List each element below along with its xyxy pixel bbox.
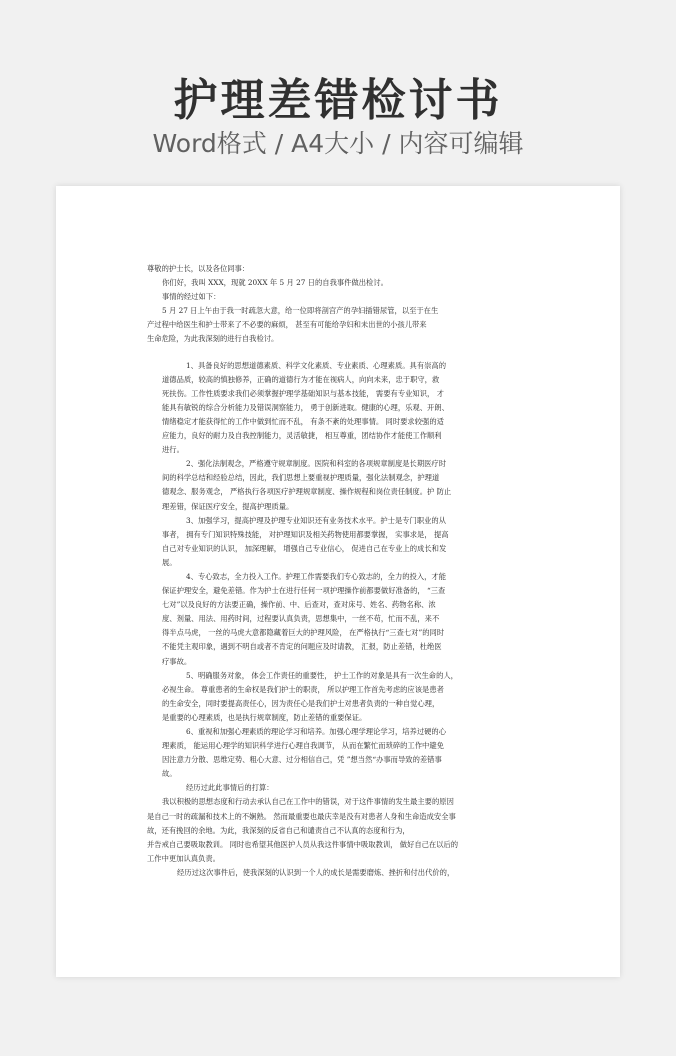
text-line: 事情的经过如下： [162, 292, 221, 302]
document-body [147, 262, 535, 880]
reflection-block [147, 781, 535, 880]
salutation: 尊敬的护士长，以及各位同事： [147, 264, 250, 273]
document-page [56, 186, 620, 977]
text-line: 5、明确服务对象， 体会工作责任的重要性， 护士工作的对象是具有一次生命的人， [186, 670, 458, 680]
text-line: 经历过这次事件后，使我深刻的认识到一个人的成长是需要磨炼、挫折和付出代价的， [177, 867, 455, 877]
text-line: 5 月 27 日上午由于我一时疏忽大意，给一位即将剖宫产的孕妇插错尿管，以至于在生 [162, 306, 439, 316]
text-line: 必视生命。 尊重患者的生命权是我们护士的职责， 所以护理工作首先考虑的应该是患者 [162, 684, 444, 694]
text-line: 你们好，我叫 XXX，现就 20XX 年 5 月 27 日的自我事件做出检讨。 [162, 278, 388, 288]
text-line: 我以积极的思想态度和行动去承认自己在工作中的错误，对于这件事情的发生最主要的原因 [162, 797, 454, 807]
text-line: 故。 [162, 769, 177, 779]
text-line: 因注意力分散、思维定势、粗心大意、过分相信自己，凭 ”想当然“办事而导致的差错事 [162, 755, 442, 765]
text-line: 情绪稳定才能获得忙的工作中做到忙而不乱， 有条不紊的处理事情。 同时要求较强的适 [162, 416, 444, 426]
text-line: 间的科学总结和经验总结，因此，我们思想上要重视护理质量，强化法制观念，护理道 [162, 473, 440, 483]
text-line: 并告戒自己要吸取教训。 同时也希望其他医护人员从我这件事情中吸取教训， 做好自己在以后的 [147, 839, 459, 849]
text-line: 疗事故。 [162, 656, 192, 666]
text-line: 故，还有挽回的余地。为此，我深刻的反省自己和谴责自己不认真的态度和行为， [147, 825, 410, 835]
text-line: 2、强化法制观念，严格遵守规章制度。医院和科室的各项规章制度是长期医疗时 [186, 459, 447, 469]
text-line: 能具有敏锐的综合分析能力及错误洞察能力， 勇于创新进取。健康的心理，乐观、开朗、 [162, 402, 449, 412]
text-line: 应能力，良好的耐力及自我控制能力，灵活敏捷， 相互尊重，团结协作才能使工作顺利 [162, 431, 442, 441]
text-line: 得半点马虎， 一丝的马虎大意都隐藏着巨大的护理风险， 在严格执行“三查七对”的同时 [162, 628, 445, 638]
text-line: 事者， 拥有专门知识特殊技能， 对护理知识及相关药物使用都要掌握， 实事求是， 提高 [162, 529, 449, 539]
text-line: 4、专心致志，全力投入工作。护理工作需要我们专心致志的，全力的投入，才能 [186, 571, 447, 581]
text-line: 自己对专业知识的认识， 加深理解， 增强自己专业信心， 促进自己在专业上的成长和发 [162, 543, 447, 553]
text-line: 展。 [162, 557, 177, 567]
text-line: 理差错，保证医疗安全，提高护理质量。 [162, 501, 294, 511]
text-line: 工作中更加认真负责。 [147, 853, 220, 863]
text-line: 生命危险，为此我深刻的进行自我检讨。 [147, 334, 279, 344]
text-line: 3、加强学习，提高护理及护理专业知识还有业务技术水平。护士是专门职业的从 [186, 515, 447, 525]
text-line: 不能凭主观印象，遇到不明自或者不肯定的问题应及时请教， 汇报，防止差错，杜绝医 [162, 642, 442, 652]
text-line: 是重要的心理素质，也是执行规章制度，防止差错的重要保证。 [162, 712, 367, 722]
text-line: 理素质， 能运用心理学的知识科学进行心理自我调节， 从而在繁忙而琐碎的工作中避免 [162, 741, 444, 751]
page-subtitle: Word格式 / A4大小 / 内容可编辑 [152, 129, 524, 158]
intro-block [147, 276, 535, 304]
text-line: 道德品质，较高的慎独修养，正确的道德行为才能在视病人，向向未来，忠于职守，救 [162, 374, 440, 384]
text-line: 度、剂量、用法、用药时间，过程要认真负责，思想集中，一丝不苟，忙而不乱，来不 [162, 614, 440, 624]
incident-block [147, 304, 535, 346]
text-line: 6、重视和加强心理素质的理论学习和培养。加强心理学理论学习，培养过硬的心 [186, 727, 447, 736]
text-line: 是自己一时的疏漏和技术上的不娴熟。 然而最重要也最庆幸是没有对患者人身和生命造成安全事 [147, 811, 456, 821]
text-line: 经历过此此事情后的打算： [186, 783, 274, 793]
text-line: 的生命安全，同时要提高责任心，因为责任心是我们护士对患者负责的一种自觉心理， [162, 698, 440, 708]
text-line: 1、具备良好的思想道德素质、科学文化素质、专业素质、心理素质。具有崇高的 [186, 360, 447, 370]
page-title: 护理差错检讨书 [173, 75, 503, 126]
text-line: 七对”以及良好的方法要正确，操作前、中、后查对，查对床号、姓名、药物名称、浓 [162, 600, 436, 610]
text-line: 死扶伤。工作性质要求我们必须掌握护理学基础知识与基本技能， 需要有专业知识， 才 [162, 388, 444, 398]
text-line: 产过程中给医生和护士带来了不必要的麻烦， 甚至有可能给孕妇和未出世的小孩儿带来 [147, 320, 427, 330]
text-line: 进行。 [162, 445, 184, 455]
text-line: 保证护理安全，避免差错。作为护士在进行任何一项护理操作前都要做好准备的， “三查 [162, 586, 446, 596]
text-line: 德观念、服务观念， 严格执行各项医疗护理规章制度、操作规程和岗位责任制度。护 防止 [162, 487, 452, 497]
sections-block [147, 359, 535, 782]
